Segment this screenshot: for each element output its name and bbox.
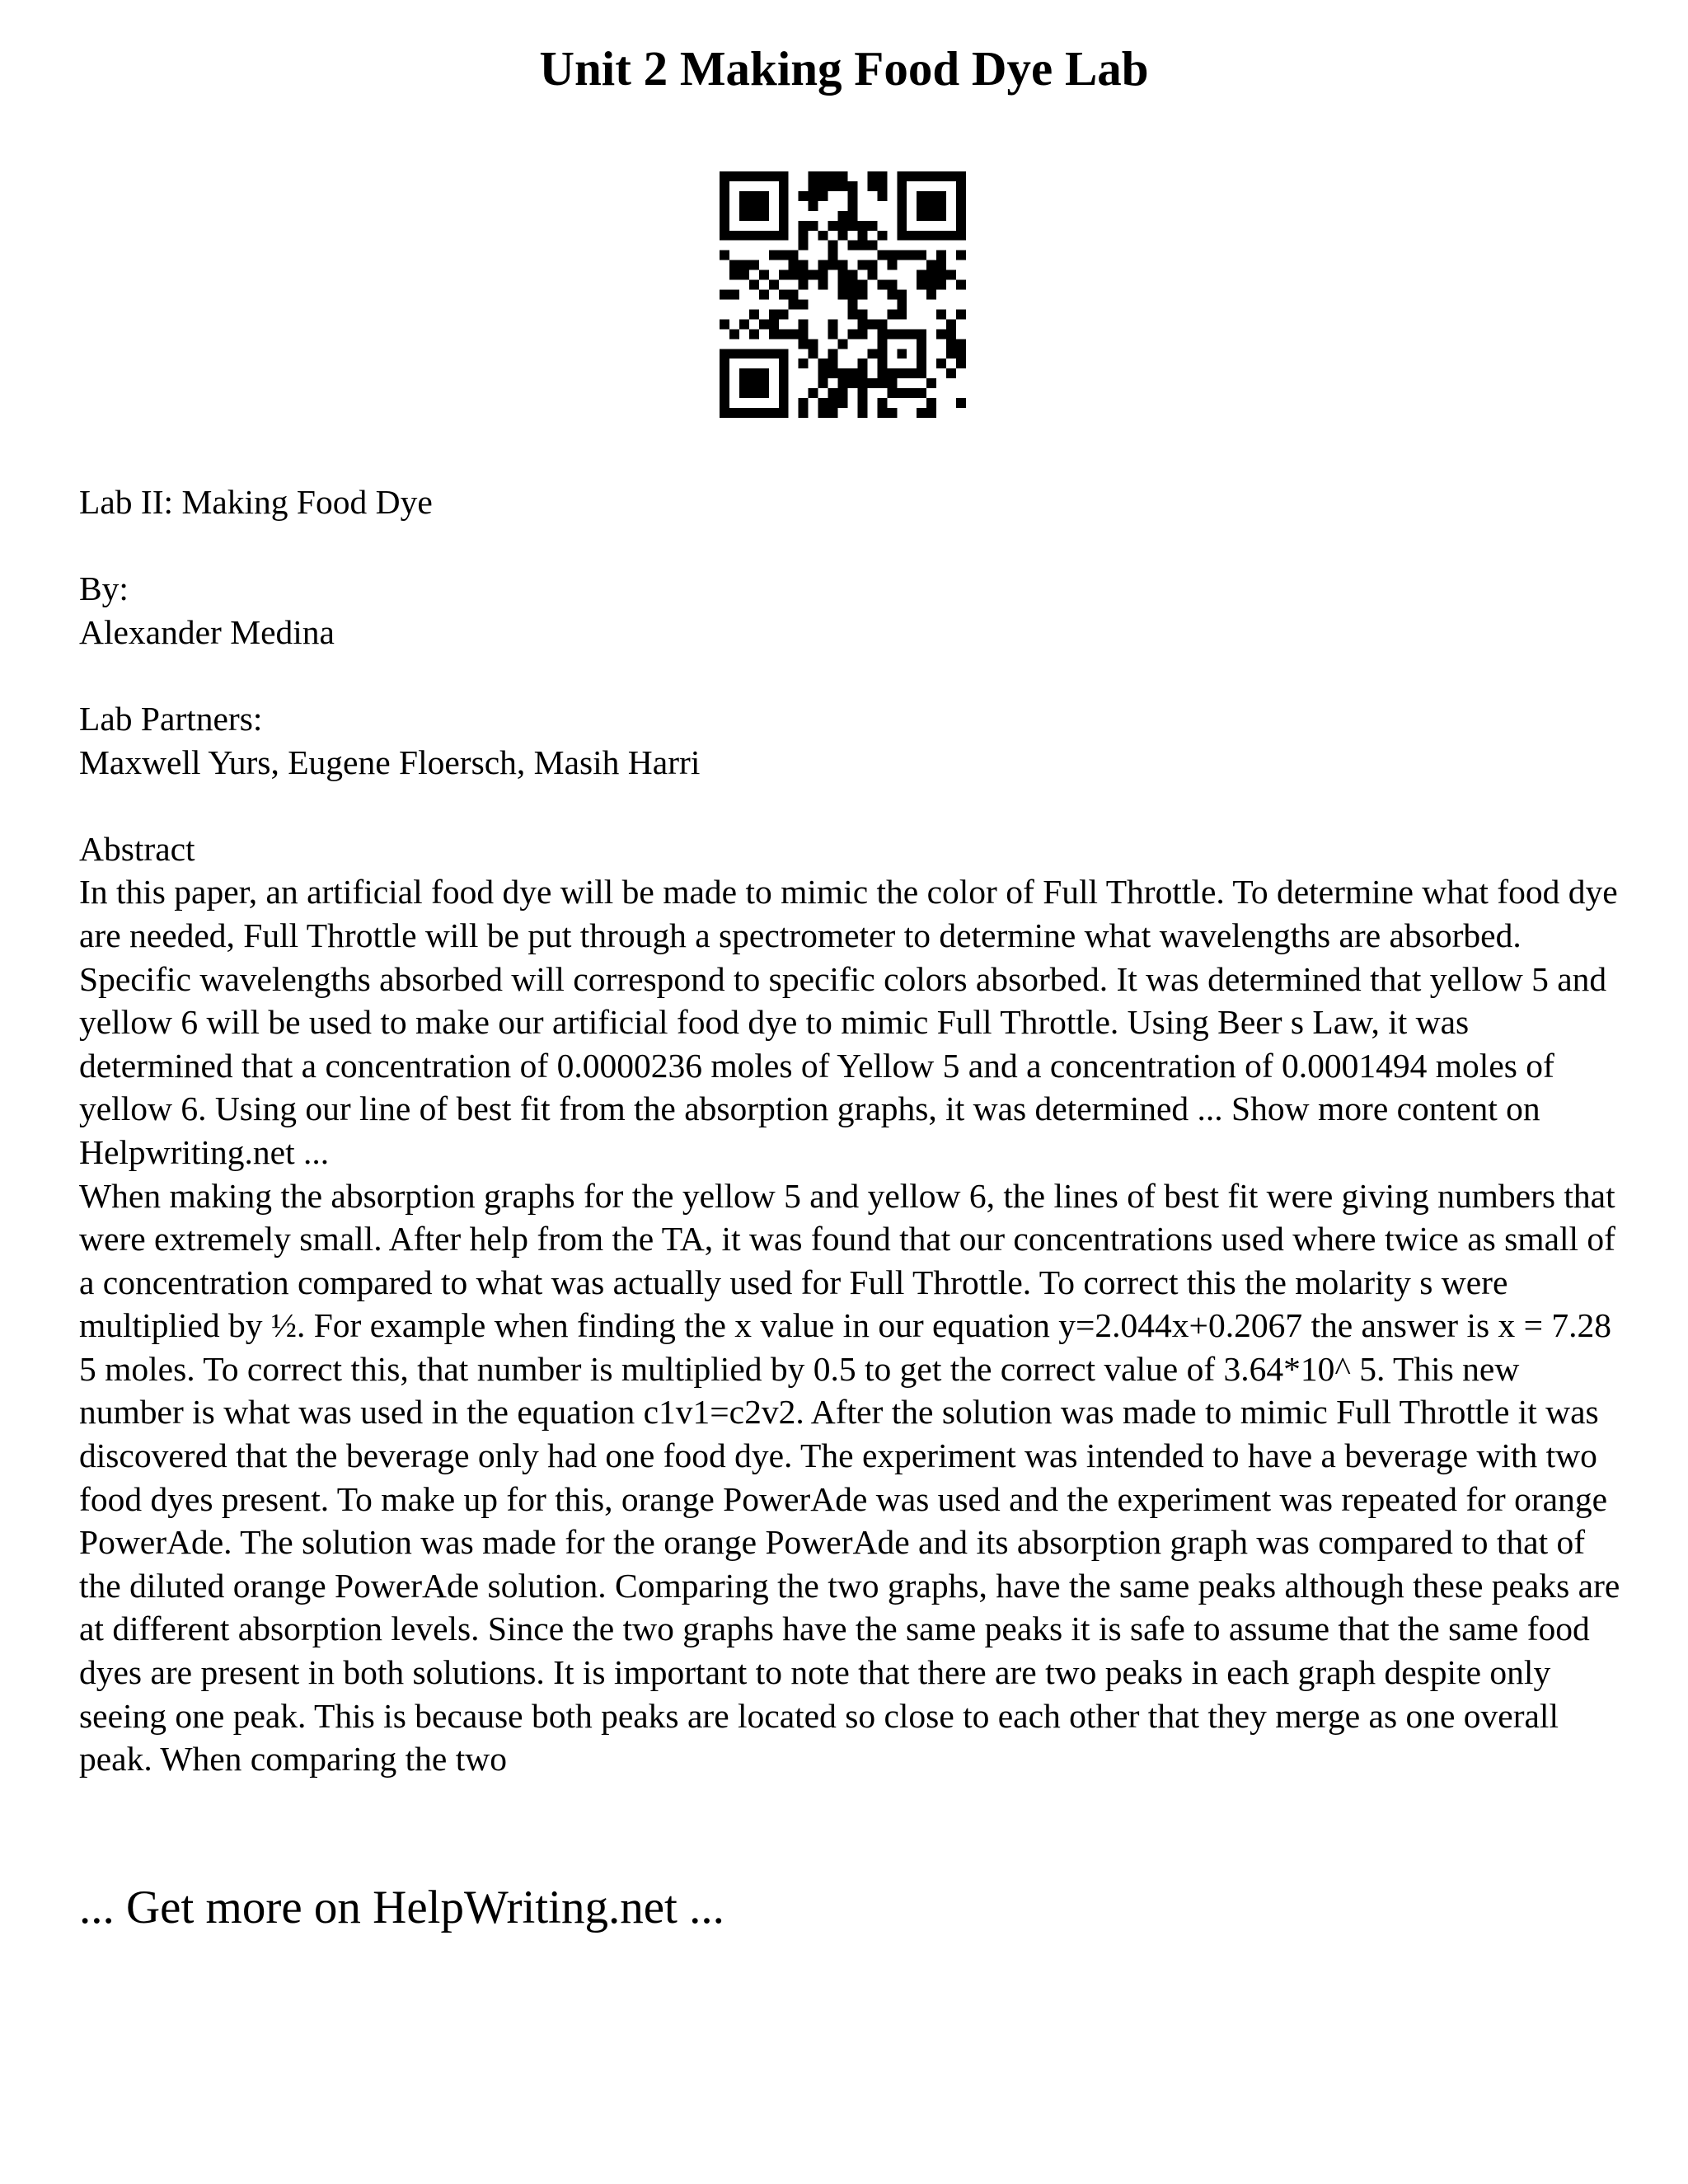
author-name: Alexander Medina [79,612,335,651]
body-paragraph: When making the absorption graphs for the yellow 5 and yellow 6, the lines of best fit were giving numbers that were extremely small. After help from the TA, it was found that our concentrations used where twice as small of a concentration compared to what was actually used for Full Throttle. To correct this the molarity s were multiplied by ½. For example when finding the x value in our equation y=2.044x+0.2067 the answer is x = 7.28 5 moles. To correct this, that number is multiplied by 0.5 to get the correct value of 3.64*10^ 5. This new number is what was used in the equation c1v1=c2v2. After the solution was made to mimic Full Throttle it was discovered that the beverage only had one food dye. The experiment was intended to have a beverage with two food dyes present. To make up for this, orange PowerAde was used and the experiment was repeated for orange PowerAde. The solution was made for the orange PowerAde and its absorption graph was compared to that of the diluted orange PowerAde solution. Comparing the two graphs, have the same peaks although these peaks are at different absorption levels. Since the two graphs have the same peaks it is safe to assume that the same food dyes are present in both solutions. It is important to note that there are two peaks in each graph despite only seeing one peak. This is because both peaks are located so close to each other that they merge as one overall peak. When comparing the two [79,1176,1620,1779]
partners-names: Maxwell Yurs, Eugene Floersch, Masih Harri [79,743,701,781]
qr-code-icon [720,171,966,418]
page-title: Unit 2 Making Food Dye Lab [539,41,1149,96]
by-label: By: [79,569,129,608]
lab-heading: Lab II: Making Food Dye [79,483,433,521]
abstract-heading: Abstract [79,829,195,868]
get-more-link[interactable]: ... Get more on HelpWriting.net ... [79,1882,724,1933]
document-body [79,480,1629,1781]
abstract-paragraph: In this paper, an artificial food dye will be made to mimic the color of Full Throttle. To determine what food dye are needed, Full Throttle will be put through a spectrometer to determine what wavelengths are absorbed. Specific wavelengths absorbed will correspond to specific colors absorbed. It was determined that yellow 5 and yellow 6 will be used to make our artificial food dye to mimic Full Throttle. Using Beer s Law, it was determined that a concentration of 0.0000236 moles of Yellow 5 and a concentration of 0.0001494 moles of yellow 6. Using our line of best fit from the absorption graphs, it was determined ... Show more content on Helpwriting.net ... [79,873,1618,1171]
partners-label: Lab Partners: [79,699,263,738]
